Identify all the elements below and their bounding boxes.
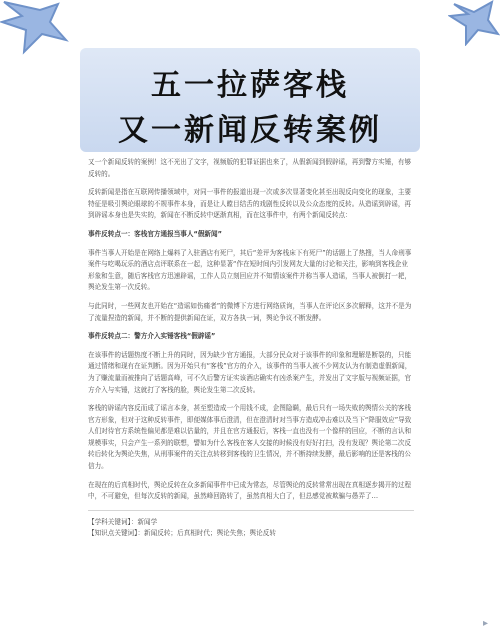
paragraph: 事件当事人开始是在网络上爆料了入驻酒店有死尸，其后“差评为客栈床下有死尸”的话题上了热搜，当人命刑事案件与吃喝玩乐的酒店点评联系在一起，这种显著“作在短时间内引发网友大量的讨论和关注，影响到客栈企业形象和生意，随后客栈官方迅速辟谣，工作人员立刻回应并不知情该案件并称当事人造谣，当事人被倒打一耙，舆论发生第一次反转。 (88, 248, 412, 292)
page-title: 五一拉萨客栈 (151, 68, 349, 103)
subject-keywords: 【学科关键词】：新闻学 (88, 517, 158, 526)
star-icon (448, 0, 500, 46)
star-icon (0, 0, 70, 56)
next-page-icon[interactable]: ▸ (482, 618, 488, 629)
page-subtitle: 又一新闻反转案例 (118, 113, 382, 148)
knowledge-keywords: 【知识点关键词】：新闻反转；后真相时代；舆论失焦；舆论反转 (88, 529, 276, 538)
divider (88, 510, 414, 511)
paragraph: 反转新闻是指在互联网传播领域中，对同一事件的报道出现一次或多次显著变化甚至出现反向变化的现象，主要特征是吸引舆论眼球的不规事件本身，而是让人瞠目结舌的戏剧性反转以及公众态度的反转。从造谣到辟谣，再到辟谣本身也是失实的，新闻在不断反转中逐渐真相，而在这事件中，有两个新闻反转点： (88, 188, 412, 220)
paragraph: 又一个新闻反转的案例！这不光出了文字，视频版的犯罪证据也来了，从假新闻到假辟谣，再到警方实锤，有够反转的。 (88, 158, 412, 178)
paragraph: 与此同时，一些网友也开始在“造谣如伤痛者”的微博下方进行网络质询，当事人在评论区多次解释，这并不是为了流量捏造的新闻，并不断的提供新闻在证，双方各执一词，舆论争议不断发酵。 (88, 301, 412, 322)
paragraph: 在该事件的话题热度不断上升的同时，因为缺少官方通报，大部分民众对于该事件的印象和理解是断裂的，只能通过情绪和现有在证判断。因为开始只有“客栈”官方的介入，该事件的当事人被不少网友认为有制造虚假新闻，为了赚流量而被推向了话题高峰，可不久后警方证实该酒店确实有凶杀案产生，并发出了文字版与视频证据，官方介入与实锤，这就打了客栈的脸，舆论发生第二次反转。 (88, 350, 412, 394)
paragraph: 客栈的辟谣内容反而成了谣言本身，甚至塑造成一个用钱不成，企图隐瞒，最后只有一场失败的舆情公关的客栈官方形象，但对于这种反转事件，即便媒体事后澄清，但在澄清时对当事方造成冲击难以及当下“降服效应”导致人们对待官方系统性偏见都是难以估量的，并且在官方通报后，客栈一直也没有一个像样的回应，不断的言认和规模事实，只会产生一系列的联想，譬如为什么客栈在客人交接的时候没有好好打扫，没有发现？舆论第二次反转后转化为舆论失焦，从刑事案件的关注点转移到客栈的卫生情况，并不断持续发酵，最后影响的还是客栈的公信力。 (88, 404, 412, 471)
article-body (88, 157, 414, 540)
section-heading: 事件反转点二：警方介入实锤客栈“假辟谣” (88, 332, 216, 341)
paragraph: 在现在的后真相时代，舆论反转在众多新闻事件中已成为常态，尽管舆论的反转常常出现在真相逐步揭开的过程中，不可避免，但每次反转的新闻，虽然峰回路转了，虽然真相大白了，但总感觉被欺骗与愚弄了… (88, 480, 412, 501)
section-heading: 事件反转点一：客栈官方通报当事人“假新闻” (88, 229, 222, 238)
